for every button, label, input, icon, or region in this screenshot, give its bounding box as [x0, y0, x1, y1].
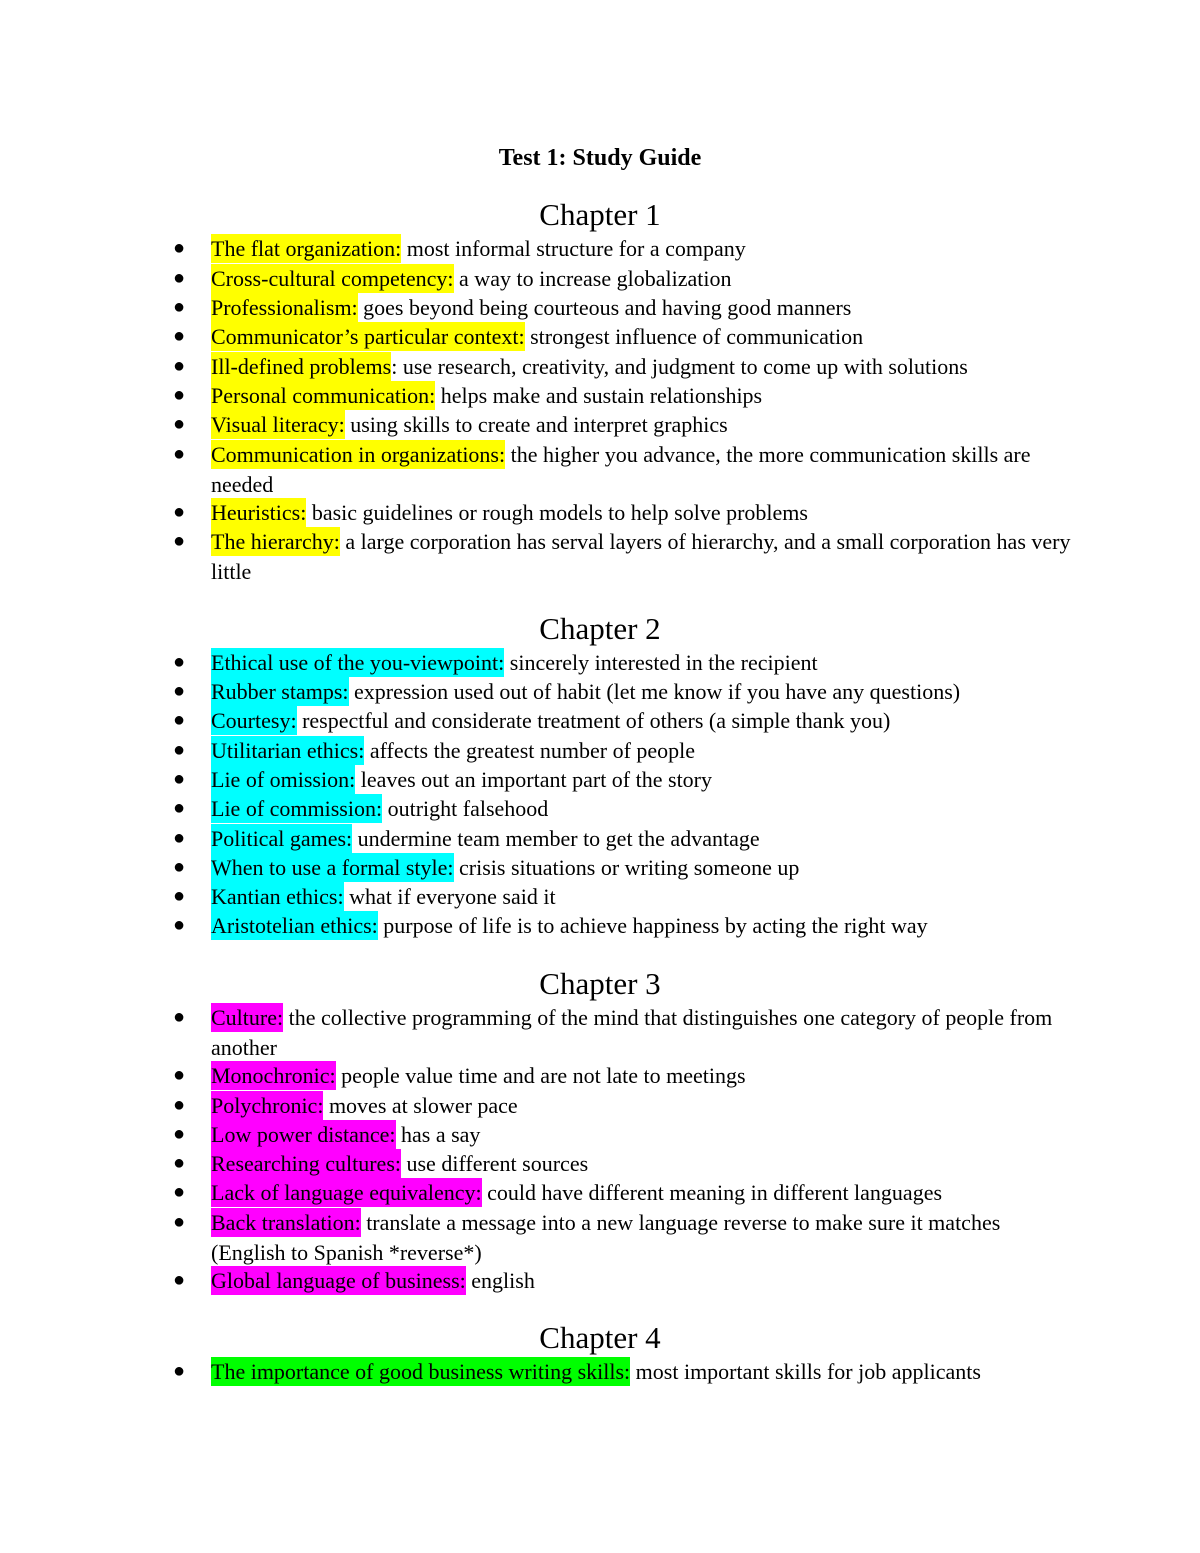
highlighted-term: Monochronic: — [211, 1063, 336, 1088]
highlighted-term: Professionalism: — [211, 295, 358, 320]
bullet-icon: ● — [172, 267, 186, 289]
bullet-icon: ● — [172, 1123, 186, 1145]
highlighted-term: Lie of commission: — [211, 796, 383, 821]
chapter-heading: Chapter 1 — [539, 197, 661, 232]
bullet-icon: ● — [172, 739, 186, 761]
highlighted-term: Heuristics: — [211, 500, 307, 525]
bullet-icon: ● — [172, 1211, 186, 1233]
term-definition: : use research, creativity, and judgment to come up with solutions — [391, 354, 968, 379]
item-text — [211, 234, 1071, 264]
highlighted-term: Political games: — [211, 826, 353, 851]
highlighted-term: Courtesy: — [211, 708, 297, 733]
item-text — [211, 1266, 1071, 1296]
bullet-icon: ● — [172, 355, 186, 377]
bullet-icon: ● — [172, 443, 186, 465]
bullet-icon: ● — [172, 501, 186, 523]
highlighted-term: Lie of omission: — [211, 767, 356, 792]
highlighted-term: Visual literacy: — [211, 412, 345, 437]
bullet-icon: ● — [172, 1006, 186, 1028]
item-text — [211, 1003, 1071, 1062]
item-text — [211, 1149, 1071, 1179]
bullet-icon: ● — [172, 827, 186, 849]
term-definition: english — [465, 1268, 535, 1293]
chapter-heading: Chapter 2 — [539, 611, 661, 646]
term-definition: most informal structure for a company — [401, 236, 746, 261]
bullet-icon: ● — [172, 530, 186, 552]
term-definition: could have different meaning in different languages — [481, 1180, 943, 1205]
highlighted-term: Ill-defined problems — [211, 354, 392, 379]
bullet-icon: ● — [172, 709, 186, 731]
bullet-icon: ● — [172, 413, 186, 435]
term-definition: people value time and are not late to meetings — [335, 1063, 746, 1088]
item-text — [211, 1091, 1071, 1121]
item-text — [211, 706, 1071, 736]
chapter-heading: Chapter 3 — [539, 966, 661, 1001]
highlighted-term: Polychronic: — [211, 1093, 324, 1118]
term-definition: moves at slower pace — [323, 1093, 518, 1118]
highlighted-term: Low power distance: — [211, 1122, 396, 1147]
term-definition: translate a message into a new language reverse to make sure it matches (English to Spanish *reverse*) — [211, 1210, 1001, 1265]
bullet-icon: ● — [172, 325, 186, 347]
highlighted-term: Aristotelian ethics: — [211, 913, 378, 938]
term-definition: purpose of life is to achieve happiness by acting the right way — [377, 913, 928, 938]
bullet-icon: ● — [172, 1269, 186, 1291]
highlighted-term: The flat organization: — [211, 236, 402, 261]
highlighted-term: The hierarchy: — [211, 529, 340, 554]
bullet-icon: ● — [172, 680, 186, 702]
bullet-icon: ● — [172, 1064, 186, 1086]
term-definition: helps make and sustain relationships — [435, 383, 763, 408]
term-definition: the collective programming of the mind that distinguishes one category of people from another — [211, 1005, 1053, 1060]
highlighted-term: Rubber stamps: — [211, 679, 349, 704]
term-definition: strongest influence of communication — [524, 324, 864, 349]
highlighted-term: Lack of language equivalency: — [211, 1180, 482, 1205]
bullet-icon: ● — [172, 384, 186, 406]
highlighted-term: Cross-cultural competency: — [211, 266, 454, 291]
item-text — [211, 498, 1071, 528]
item-text — [211, 911, 1071, 941]
term-definition: undermine team member to get the advantage — [352, 826, 760, 851]
item-text — [211, 410, 1071, 440]
document-title: Test 1: Study Guide — [498, 145, 702, 171]
bullet-icon: ● — [172, 797, 186, 819]
bullet-icon: ● — [172, 856, 186, 878]
item-text — [211, 352, 1071, 382]
term-definition: goes beyond being courteous and having good manners — [357, 295, 852, 320]
highlighted-term: The importance of good business writing skills: — [211, 1359, 631, 1384]
item-text — [211, 824, 1071, 854]
term-definition: the higher you advance, the more communication skills are needed — [211, 442, 1031, 497]
item-text — [211, 882, 1071, 912]
bullet-icon: ● — [172, 237, 186, 259]
item-text — [211, 1208, 1071, 1267]
highlighted-term: Communication in organizations: — [211, 442, 506, 467]
term-definition: most important skills for job applicants — [630, 1359, 981, 1384]
item-text — [211, 322, 1071, 352]
item-text — [211, 293, 1071, 323]
bullet-icon: ● — [172, 651, 186, 673]
term-definition: basic guidelines or rough models to help solve problems — [306, 500, 808, 525]
term-definition: using skills to create and interpret graphics — [344, 412, 728, 437]
bullet-icon: ● — [172, 1360, 186, 1382]
bullet-icon: ● — [172, 768, 186, 790]
item-text — [211, 853, 1071, 883]
item-text — [211, 1120, 1071, 1150]
term-definition: leaves out an important part of the story — [355, 767, 713, 792]
item-text — [211, 1061, 1071, 1091]
highlighted-term: Communicator’s particular context: — [211, 324, 525, 349]
item-text — [211, 765, 1071, 795]
item-text — [211, 1357, 1071, 1387]
term-definition: a way to increase globalization — [453, 266, 732, 291]
bullet-icon: ● — [172, 1181, 186, 1203]
term-definition: has a say — [395, 1122, 481, 1147]
term-definition: crisis situations or writing someone up — [453, 855, 800, 880]
highlighted-term: Personal communication: — [211, 383, 436, 408]
term-definition: expression used out of habit (let me know if you have any questions) — [348, 679, 961, 704]
item-text — [211, 440, 1071, 499]
highlighted-term: Kantian ethics: — [211, 884, 344, 909]
bullet-icon: ● — [172, 296, 186, 318]
item-text — [211, 648, 1071, 678]
highlighted-term: Utilitarian ethics: — [211, 738, 365, 763]
bullet-icon: ● — [172, 1152, 186, 1174]
highlighted-term: When to use a formal style: — [211, 855, 454, 880]
term-definition: outright falsehood — [382, 796, 549, 821]
bullet-icon: ● — [172, 1094, 186, 1116]
item-text — [211, 677, 1071, 707]
term-definition: respectful and considerate treatment of others (a simple thank you) — [296, 708, 891, 733]
term-definition: use different sources — [401, 1151, 589, 1176]
item-text — [211, 381, 1071, 411]
highlighted-term: Global language of business: — [211, 1268, 466, 1293]
term-definition: a large corporation has serval layers of hierarchy, and a small corporation has very little — [211, 529, 1071, 584]
item-text — [211, 1178, 1071, 1208]
highlighted-term: Culture: — [211, 1005, 284, 1030]
item-text — [211, 794, 1071, 824]
bullet-icon: ● — [172, 914, 186, 936]
item-text — [211, 527, 1071, 586]
highlighted-term: Back translation: — [211, 1210, 361, 1235]
item-text — [211, 264, 1071, 294]
term-definition: affects the greatest number of people — [364, 738, 696, 763]
term-definition: sincerely interested in the recipient — [504, 650, 818, 675]
term-definition: what if everyone said it — [343, 884, 556, 909]
item-text — [211, 736, 1071, 766]
bullet-icon: ● — [172, 885, 186, 907]
highlighted-term: Ethical use of the you-viewpoint: — [211, 650, 505, 675]
chapter-heading: Chapter 4 — [539, 1320, 661, 1355]
highlighted-term: Researching cultures: — [211, 1151, 401, 1176]
